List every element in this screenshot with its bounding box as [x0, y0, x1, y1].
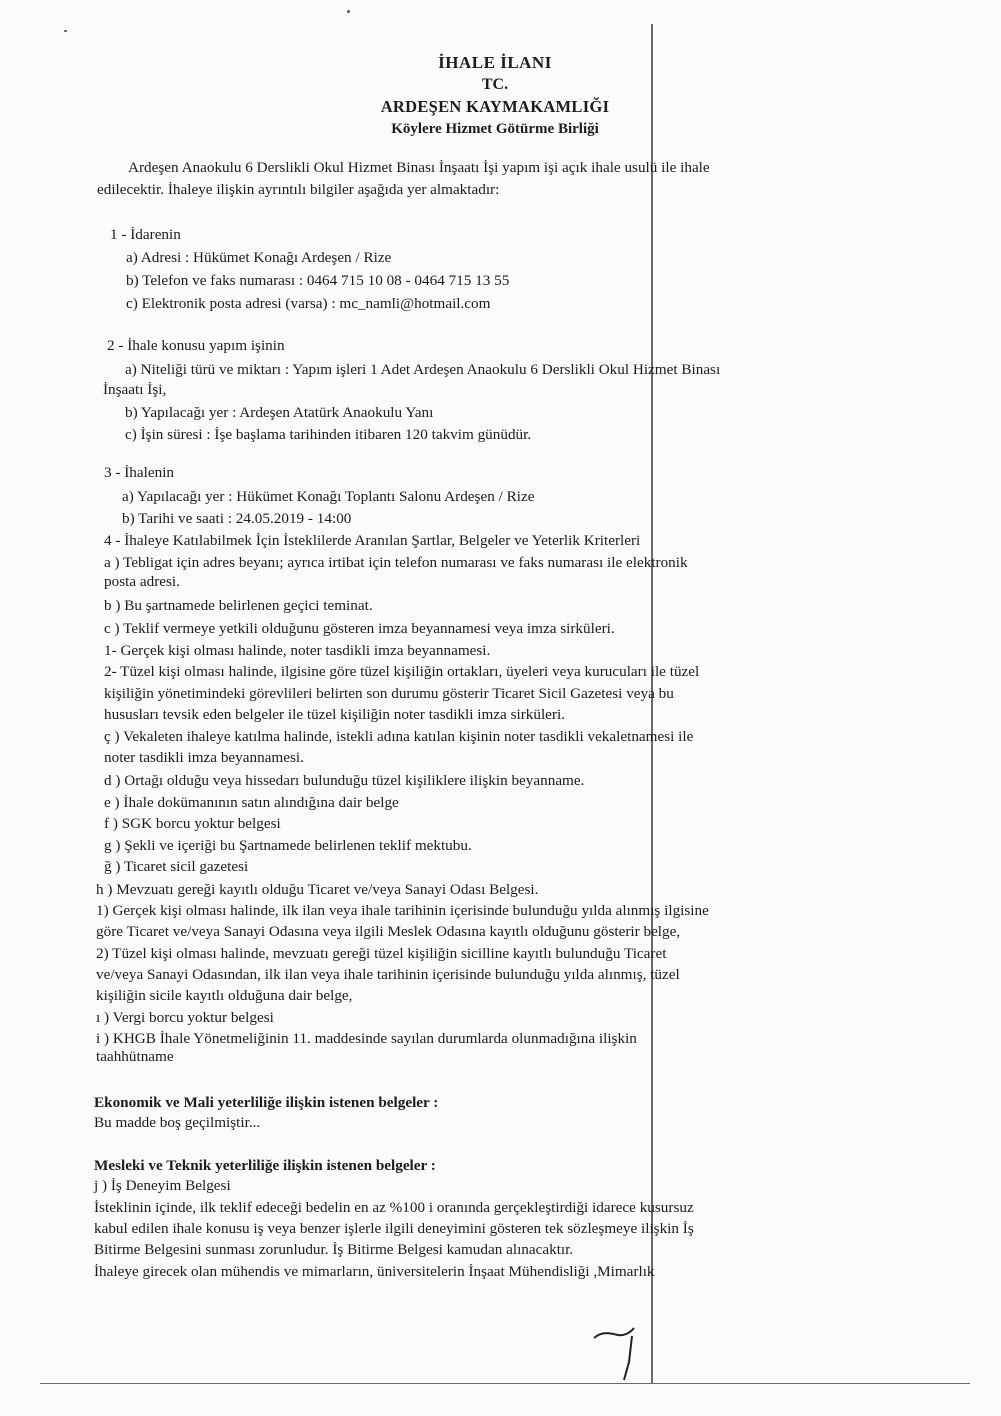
criteria-item: 2) Tüzel kişi olması halinde, mevzuatı gereği tüzel kişiliğin sicilline kayıtlı bulunduğu Ticaret	[96, 945, 667, 962]
criteria-item: e ) İhale dokümanının satın alındığına dair belge	[104, 794, 399, 811]
scan-fold-line	[651, 24, 653, 1384]
scan-speck	[64, 30, 67, 32]
criteria-item: noter tasdikli imza beyannamesi.	[104, 749, 304, 766]
section-heading: 1 - İdarenin	[110, 226, 181, 243]
criteria-item: hususları tevsik eden belgeler ile tüzel kişiliğin noter tasdikli imza sirküleri.	[104, 706, 565, 723]
criteria-item: g ) Şekli ve içeriği bu Şartnamede belirlenen teklif mektubu.	[104, 837, 472, 854]
section-text: Bu madde boş geçilmiştir...	[94, 1114, 261, 1131]
criteria-item: ğ ) Ticaret sicil gazetesi	[104, 858, 249, 875]
section-item: j ) İş Deneyim Belgesi	[94, 1177, 231, 1194]
intro-line: Ardeşen Anaokulu 6 Derslikli Okul Hizmet Binası İnşaatı İşi yapım işi açık ihale usulü ile ihale	[128, 159, 710, 176]
criteria-item: f ) SGK borcu yoktur belgesi	[104, 815, 281, 832]
criteria-item: 2- Tüzel kişi olması halinde, ilgisine göre tüzel kişiliğin ortakları, üyeleri veya kurucuları ile tüzel	[104, 663, 700, 680]
criteria-item: 1- Gerçek kişi olması halinde, noter tasdikli imza beyannamesi.	[104, 642, 491, 659]
header-subauthority: Köylere Hizmet Götürme Birliği	[391, 121, 599, 137]
scan-bottom-edge	[40, 1383, 970, 1384]
section-heading: 4 - İhaleye Katılabilmek İçin İsteklilerde Aranılan Şartlar, Belgeler ve Yeterlik Kriterleri	[104, 532, 641, 549]
header-line-tc: TC.	[481, 76, 509, 93]
section-heading: 3 - İhalenin	[104, 464, 175, 481]
criteria-item: ve/veya Sanayi Odasından, ilk ilan veya ihale tarihinin içerisinde bulunduğu yılda alınmış, tüzel	[96, 966, 680, 983]
criteria-item: posta adresi.	[104, 573, 180, 590]
criteria-item: b ) Bu şartnamede belirlenen geçici teminat.	[104, 597, 373, 614]
admin-phone: b) Telefon ve faks numarası : 0464 715 10 08 - 0464 715 13 55	[126, 272, 510, 289]
criteria-item: kişiliğin yönetimindeki görevlileri belirten son durumu gösterir Ticaret Sicil Gazetesi veya bu	[104, 685, 674, 702]
criteria-item: 1) Gerçek kişi olması halinde, ilk ilan veya ihale tarihinin içerisinde bulunduğu yılda alınmış ilgisine	[96, 902, 709, 919]
criteria-item: d ) Ortağı olduğu veya hissedarı bulunduğu tüzel kişiliklere ilişkin beyanname.	[104, 772, 585, 789]
scan-speck	[347, 10, 350, 13]
notice-title: İHALE İLANI	[438, 53, 552, 72]
signature-mark	[588, 1322, 648, 1382]
criteria-item: c ) Teklif vermeye yetkili olduğunu gösteren imza beyannamesi veya imza sirküleri.	[104, 620, 615, 637]
tender-place: a) Yapılacağı yer : Hükümet Konağı Toplantı Salonu Ardeşen / Rize	[122, 488, 535, 505]
document-header	[330, 52, 660, 140]
header-authority: ARDEŞEN KAYMAKAMLIĞI	[380, 97, 610, 116]
work-duration: c) İşin süresi : İşe başlama tarihinden itibaren 120 takvim günüdür.	[125, 426, 532, 443]
criteria-item: ç ) Vekaleten ihaleye katılma halinde, istekli adına katılan kişinin noter tasdikli vekaletnamesi ile	[104, 728, 694, 745]
criteria-item: kişiliğin sicile kayıtlı olduğuna dair belge,	[96, 987, 353, 1004]
criteria-item: göre Ticaret ve/veya Sanayi Odasına veya ilgili Meslek Odasına kayıtlı olduğunu gösterir belge,	[96, 923, 681, 940]
criteria-item: i ) KHGB İhale Yönetmeliğinin 11. maddesinde sayılan durumlarda olunmadığına ilişkin	[96, 1030, 637, 1047]
section-text: kabul edilen ihale konusu iş veya benzer işlerle ilgili deneyimini gösteren tek sözleşmeye ilişkin İş	[94, 1220, 694, 1237]
tender-datetime: b) Tarihi ve saati : 24.05.2019 - 14:00	[122, 510, 352, 527]
section-text: İsteklinin içinde, ilk teklif edeceği bedelin en az %100 i oranında gerçekleştirdiği idarece kusursuz	[94, 1199, 694, 1216]
admin-address: a) Adresi : Hükümet Konağı Ardeşen / Rize	[126, 249, 392, 266]
criteria-item: taahhütname	[96, 1048, 174, 1065]
section-text: İhaleye girecek olan mühendis ve mimarların, üniversitelerin İnşaat Mühendisliği ,Mimarlık	[94, 1263, 655, 1280]
section-heading: 2 - İhale konusu yapım işinin	[107, 337, 285, 354]
work-type: a) Niteliği türü ve miktarı : Yapım işleri 1 Adet Ardeşen Anaokulu 6 Derslikli Okul Hizmet Binası	[125, 361, 721, 378]
criteria-item: a ) Tebligat için adres beyanı; ayrıca irtibat için telefon numarası ve faks numarası ile elektronik	[104, 554, 688, 571]
work-location: b) Yapılacağı yer : Ardeşen Atatürk Anaokulu Yanı	[125, 404, 434, 421]
admin-email: c) Elektronik posta adresi (varsa) : mc_namli@hotmail.com	[126, 295, 491, 312]
criteria-item: h ) Mevzuatı gereği kayıtlı olduğu Ticaret ve/veya Sanayi Odası Belgesi.	[96, 881, 539, 898]
section-text: Bitirme Belgesini sunması zorunludur. İş Bitirme Belgesi kamudan alınacaktır.	[94, 1241, 574, 1258]
criteria-item: ı ) Vergi borcu yoktur belgesi	[96, 1009, 274, 1026]
section-heading: Ekonomik ve Mali yeterliliğe ilişkin istenen belgeler :	[94, 1094, 439, 1111]
intro-line: edilecektir. İhaleye ilişkin ayrıntılı bilgiler aşağıda yer almaktadır:	[97, 181, 500, 198]
section-heading: Mesleki ve Teknik yeterliliğe ilişkin istenen belgeler :	[94, 1157, 436, 1174]
work-type-cont: İnşaatı İşi,	[103, 381, 167, 398]
